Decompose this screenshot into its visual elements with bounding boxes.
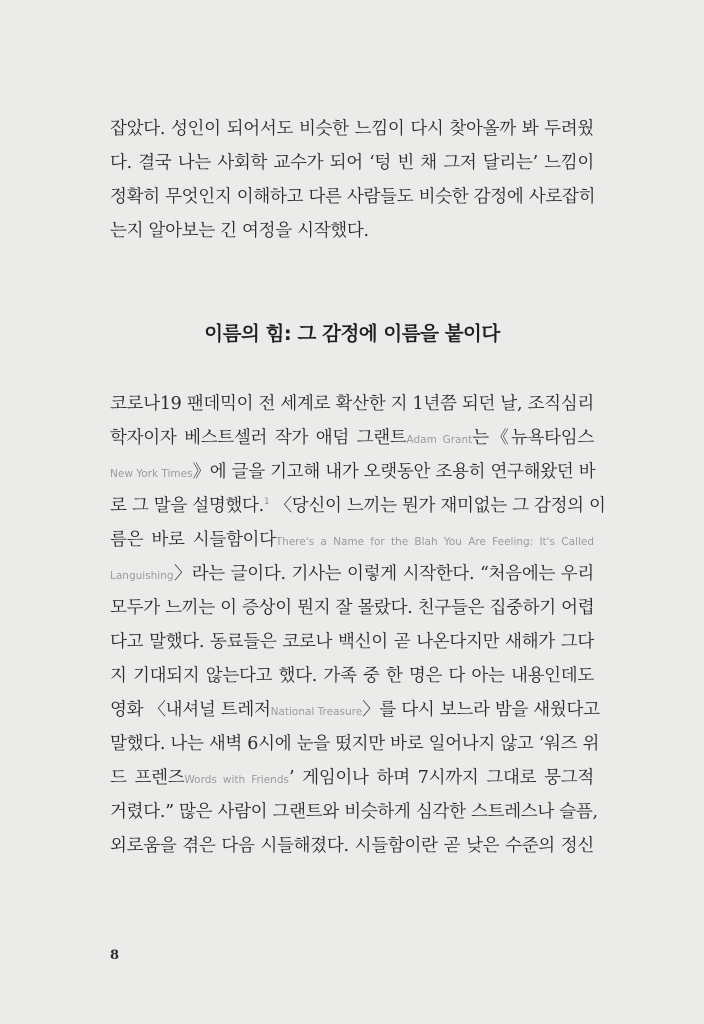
text-line — [110, 489, 606, 523]
english-gloss: Words with Friends — [184, 774, 289, 786]
footnote-marker[interactable]: 1 — [263, 497, 270, 508]
text-segment: 〉라는 글이다. 기사는 이렇게 시작한다. “처음에는 우리 — [173, 564, 594, 584]
text-line: 모두가 느끼는 이 증상이 뭔지 잘 몰랐다. 친구들은 집중하기 어렵 — [110, 598, 595, 618]
english-gloss: Languishing — [110, 570, 174, 582]
section-heading: 이름의 힘: 그 감정에 이름을 붙이다 — [204, 322, 500, 345]
text-line: 코로나19 팬데믹이 전 세계로 확산한 지 1년쯤 되던 날, 조직심리 — [110, 394, 594, 414]
text-segment: 》에 글을 기고해 내가 오랫동안 조용히 연구해왔던 바 — [192, 462, 596, 482]
text-line — [110, 455, 594, 489]
text-line — [110, 421, 594, 455]
text-segment: 름은 바로 시들함이다 — [110, 530, 276, 550]
text-line: 는지 알아보는 긴 여정을 시작했다. — [110, 221, 369, 241]
text-segment: 드 프렌즈 — [110, 768, 185, 788]
text-line: 외로움을 겪은 다음 시들해졌다. 시들함이란 곧 낮은 수준의 정신 — [110, 836, 594, 856]
english-gloss: There's a Name for the Blah You Are Feeling: It's Called — [275, 536, 594, 548]
english-gloss: Adam Grant — [406, 434, 473, 446]
paragraph-1 — [110, 112, 594, 248]
text-line: 다고 말했다. 동료들은 코로나 백신이 곧 나온다지만 새해가 그다 — [110, 632, 594, 652]
text-line — [110, 557, 594, 591]
text-segment: 는《뉴욕타임스 — [472, 428, 594, 448]
page-number: 8 — [110, 948, 120, 963]
text-line: 다. 결국 나는 사회학 교수가 되어 ‘텅 빈 채 그저 달리는’ 느낌이 — [110, 153, 594, 173]
paragraph-2 — [110, 387, 606, 863]
text-line — [110, 693, 600, 727]
text-line — [110, 761, 594, 795]
text-segment: 〈당신이 느끼는 뭔가 재미없는 그 감정의 이 — [269, 496, 606, 516]
text-segment: 로 그 말을 설명했다. — [110, 496, 264, 516]
text-line — [110, 523, 594, 557]
english-gloss: New York Times — [110, 468, 193, 480]
text-segment: ’ 게임이나 하며 7시까지 그대로 뭉그적 — [288, 768, 594, 788]
text-segment: 학자이자 베스트셀러 작가 애덤 그랜트 — [110, 428, 407, 448]
text-line: 거렸다.” 많은 사람이 그랜트와 비슷하게 심각한 스트레스나 슬픔, — [110, 802, 598, 822]
text-segment: 영화 〈내셔널 트레저 — [110, 700, 271, 720]
text-line: 잡았다. 성인이 되어서도 비슷한 느낌이 다시 찾아올까 봐 두려웠 — [110, 119, 594, 139]
text-line: 말했다. 나는 새벽 6시에 눈을 떴지만 바로 일어나지 않고 ‘워즈 위 — [110, 734, 600, 754]
text-line: 정확히 무엇인지 이해하고 다른 사람들도 비슷한 감정에 사로잡히 — [110, 187, 596, 207]
text-segment: 〉를 다시 보느라 밤을 새웠다고 — [362, 700, 600, 720]
english-gloss: National Treasure — [270, 706, 363, 718]
text-line: 지 기대되지 않는다고 했다. 가족 중 한 명은 다 아는 내용인데도 — [110, 666, 594, 686]
